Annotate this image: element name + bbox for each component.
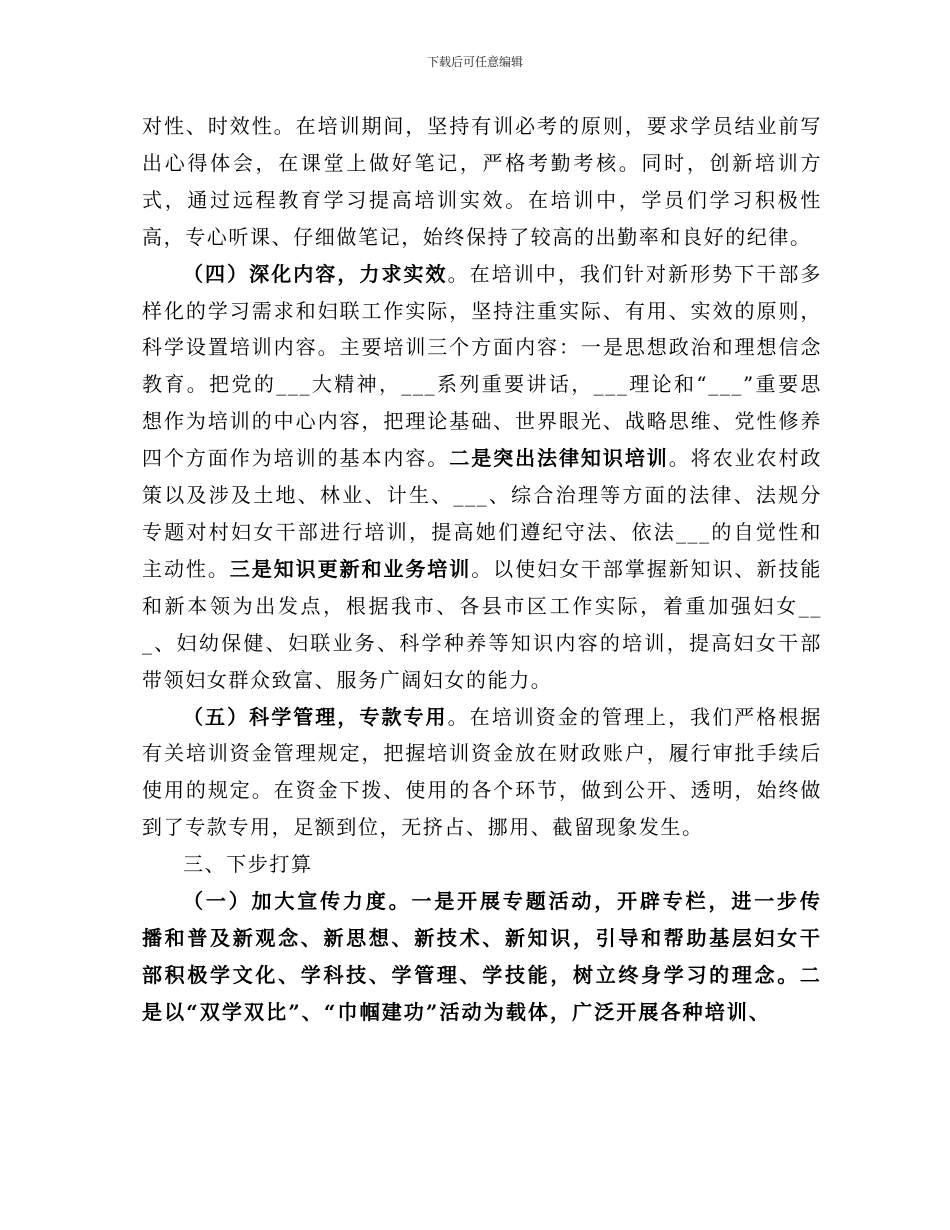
page-header: 下载后可任意编辑 [426, 55, 523, 69]
subsection-heading: （四）深化内容，力求实效 [183, 261, 448, 286]
document-body [142, 108, 822, 1031]
paragraph-4: （一）加大宣传力度。一是开展专题活动，开辟专栏，进一步传播和普及新观念、新思想、新技术、新知识，引导和帮助基层妇女干部积极学文化、学科技、学管理、学技能，树立终身学习的理念。二是以“双学双比”、“巾帼建功”活动为载体，广泛开展各种培训、 [142, 889, 822, 1024]
paragraph-2 [142, 256, 822, 699]
subsection-heading: （五）科学管理，专款专用 [183, 704, 448, 729]
section-heading: 三、下步打算 [183, 852, 313, 877]
paragraph-3 [142, 699, 822, 847]
paragraph-text: 。在培训资金的管理上，我们严格根据有关培训资金管理规定，把握培训资金放在财政账户，履行审批手续后使用的规定。在资金下拨、使用的各个环节，做到公开、透明，始终做到了专款专用，足额到位，无挤占、挪用、截留现象发生。 [142, 704, 823, 840]
paragraph-text: 。在培训中，我们针对新形势下干部多样化的学习需求和妇联工作实际，坚持注重实际、有用、实效的原则，科学设置培训内容。主要培训三个方面内容：一是思想政治和理想信念教育。把党的___大精神，___系列重要讲话，___理论和“___”重要思想作为培训的中心内容，把理论基础、世界眼光、战略思维、党性修养四个方面作为培训的基本内容。 [142, 261, 823, 471]
paragraph-text: 。将农业农村政策以及涉及土地、林业、计生、___、综合治理等方面的法律、法规分专题对村妇女干部进行培训，提高她们遵纪守法、依法___的自觉性和主动性。 [142, 446, 822, 581]
paragraph-text: 。以使妇女干部掌握新知识、新技能和新本领为出发点，根据我市、各县市区工作实际，着重加强妇女___、妇幼保健、妇联业务、科学种养等知识内容的培训，提高妇女干部带领妇女群众致富、服务广阔妇女的能力。 [142, 556, 822, 692]
paragraph-1 [142, 108, 822, 256]
paragraph-text: 对性、时效性。在培训期间，坚持有训必考的原则，要求学员结业前写出心得体会，在课堂上做好笔记，严格考勤考核。同时，创新培训方式，通过远程教育学习提高培训实效。在培训中，学员们学习积极性高，专心听课、仔细做笔记，始终保持了较高的出勤率和良好的纪律。 [142, 114, 822, 249]
bold-phrase: 二是突出法律知识培训 [449, 446, 669, 471]
bold-phrase: 三是知识更新和业务培训 [229, 556, 472, 581]
